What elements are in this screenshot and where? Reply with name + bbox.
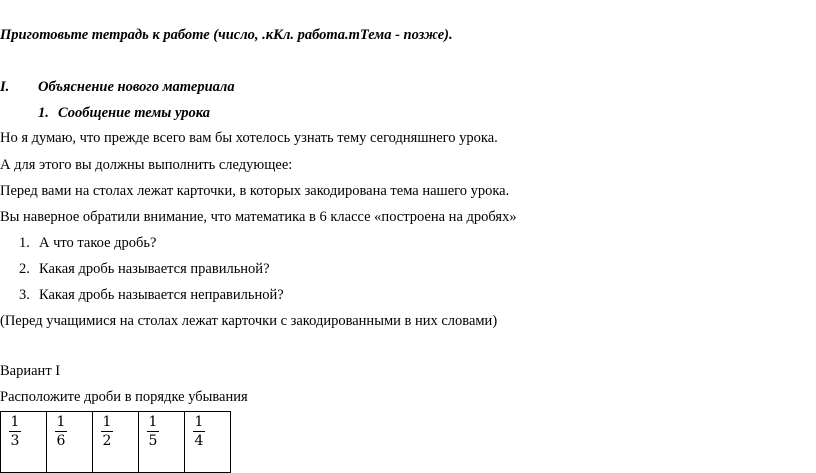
fraction-denominator: 4 (194, 433, 204, 449)
question-text: Какая дробь называется правильной? (39, 261, 270, 277)
fraction-cell (93, 412, 139, 473)
variant-title: Вариант I (0, 363, 61, 379)
question-number: 2. (19, 261, 30, 277)
paragraph: Перед вами на столах лежат карточки, в которых закодирована тема нашего урока. (0, 183, 510, 199)
fraction-cell (139, 412, 185, 473)
note: (Перед учащимися на столах лежат карточки с закодированными в них словами) (0, 313, 498, 329)
fraction (147, 414, 159, 449)
fraction-cell (1, 412, 47, 473)
subsection-title: Сообщение темы урока (58, 105, 210, 121)
fraction-numerator: 1 (194, 414, 204, 430)
fraction-denominator: 6 (56, 433, 66, 449)
question-number: 3. (19, 287, 30, 303)
fraction-numerator: 1 (56, 414, 66, 430)
fraction (193, 414, 205, 449)
task-text: Расположите дроби в порядке убывания (0, 389, 248, 405)
question-text: Какая дробь называется неправильной? (39, 287, 284, 303)
fraction-numerator: 1 (148, 414, 158, 430)
fraction-denominator: 2 (102, 433, 112, 449)
fraction-denominator: 3 (10, 433, 20, 449)
fraction-bar (147, 431, 159, 432)
fraction (9, 414, 21, 449)
fraction (101, 414, 113, 449)
fraction-cell (47, 412, 93, 473)
fraction-cell (185, 412, 231, 473)
paragraph: Но я думаю, что прежде всего вам бы хотелось узнать тему сегодняшнего урока. (0, 130, 498, 146)
fraction (55, 414, 67, 449)
fractions-table (0, 411, 231, 473)
fraction-bar (193, 431, 205, 432)
section-numeral: I. (0, 79, 10, 95)
fraction-bar (9, 431, 21, 432)
section-title: Объяснение нового материала (38, 79, 235, 95)
question-item (19, 286, 284, 304)
table-row (1, 412, 231, 473)
question-item (19, 260, 270, 278)
subsection-number: 1. (38, 105, 49, 121)
subsection-heading (38, 104, 210, 122)
paragraph: Вы наверное обратили внимание, что математика в 6 классе «построена на дробях» (0, 209, 517, 225)
fraction-bar (101, 431, 113, 432)
fraction-numerator: 1 (10, 414, 20, 430)
question-text: А что такое дробь? (39, 235, 157, 251)
header-line: Приготовьте тетрадь к работе (число, .кКл. работа.тТема - позже). (0, 27, 453, 43)
section-heading (0, 78, 235, 96)
fraction-numerator: 1 (102, 414, 112, 430)
question-item (19, 234, 156, 252)
fraction-bar (55, 431, 67, 432)
question-number: 1. (19, 235, 30, 251)
fraction-denominator: 5 (148, 433, 158, 449)
paragraph: А для этого вы должны выполнить следующее: (0, 157, 293, 173)
